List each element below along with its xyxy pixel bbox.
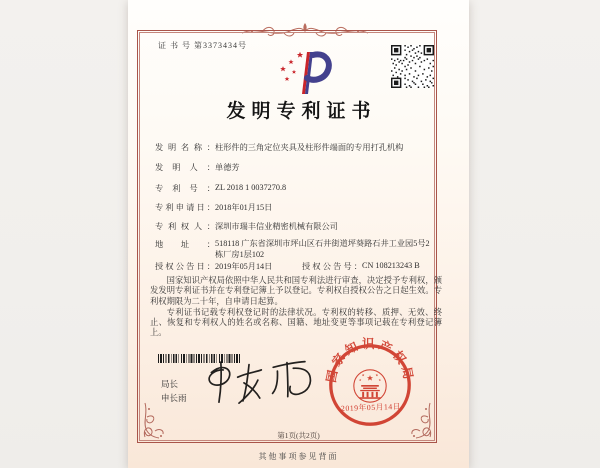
field-grant-number [302, 261, 420, 272]
field-label: 授权公告号： [302, 262, 362, 271]
field-label: 发明名称： [155, 143, 215, 152]
body-paragraph: 国家知识产权局依照中华人民共和国专利法进行审查，决定授予专利权，颁发发明专利证书并在专利登记簿上予以登记。专利权自授权公告之日起生效。专利权期限为二十年，自申请日起算。 [150, 276, 442, 306]
field-patentee [155, 221, 338, 232]
seal-date: 2019年05月14日 [340, 401, 402, 414]
handwritten-signature-icon [197, 353, 325, 413]
field-value: 2018年01月15日 [215, 203, 273, 212]
director-name: 申长雨 [161, 392, 187, 403]
footer-note: 其他事项参见背面 [258, 452, 339, 461]
field-value: ZL 2018 1 0037270.8 [215, 183, 287, 192]
field-application-date [155, 202, 272, 213]
field-invention-name [155, 142, 403, 153]
page-indicator: 第1页(共2页) [277, 431, 320, 440]
field-patent-number [155, 183, 286, 194]
field-label: 发明人： [155, 163, 215, 172]
director-block [161, 378, 187, 405]
director-title: 局长 [161, 379, 179, 389]
field-value: 深圳市瑞丰信业精密机械有限公司 [215, 222, 338, 231]
field-value: 柱形件的三角定位夹具及柱形件端面的专用打孔机构 [215, 143, 404, 152]
certificate-paper [128, 0, 469, 468]
legal-text-block [150, 276, 442, 340]
official-seal-icon [321, 336, 419, 434]
field-value: 518118 广东省深圳市坪山区石井街道坪葵路石井工业园5号2栋厂房1层102 [215, 239, 430, 259]
body-paragraph: 专利证书记载专利权登记时的法律状况。专利权的转移、质押、无效、终止、恢复和专利权人的姓名或名称、国籍、地址变更等事项记载在专利登记簿上。 [150, 307, 442, 338]
field-label: 专利号： [155, 184, 215, 193]
seal-text: 国家知识产权局 [324, 336, 416, 384]
national-emblem-icon [354, 370, 386, 402]
qr-code-icon [391, 45, 434, 88]
field-inventor [155, 162, 240, 173]
grant-number: CN 108213243 B [362, 261, 420, 270]
field-label: 地址： [155, 240, 215, 249]
field-label: 专利权人： [155, 222, 215, 231]
certificate-number: 证 书 号 第3373434号 [158, 41, 247, 50]
grant-date: 2019年05月14日 [215, 262, 273, 271]
field-label: 授权公告日： [155, 262, 215, 271]
field-grant-row [155, 261, 420, 272]
cnipa-patent-logo-icon [274, 47, 332, 99]
certificate-title: 发明专利证书 [226, 101, 377, 122]
field-address [155, 239, 435, 260]
field-value: 单德芳 [215, 163, 240, 172]
field-label: 专利申请日： [155, 203, 215, 212]
